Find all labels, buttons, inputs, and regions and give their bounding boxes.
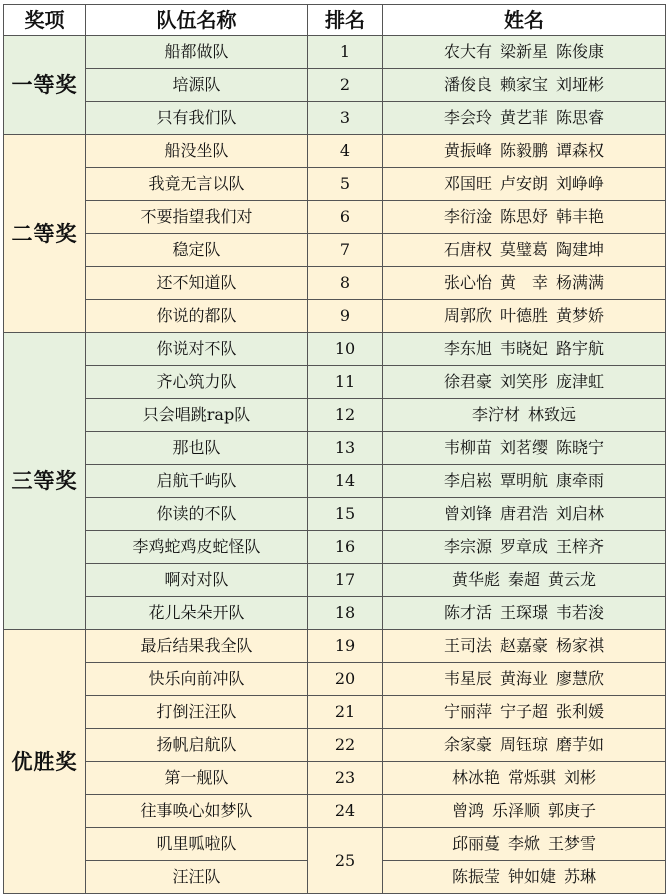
award-level: 优胜奖 — [4, 630, 86, 894]
rank-cell: 11 — [308, 366, 383, 399]
member-name: 刘垭彬 — [556, 75, 605, 94]
member-name: 韦若浚 — [556, 603, 605, 622]
team-name: 汪汪队 — [86, 861, 308, 894]
rank-cell: 1 — [308, 36, 383, 69]
member-name: 赖家宝 — [499, 75, 548, 94]
member-name: 莫璧葛 — [499, 240, 548, 259]
rank-cell: 8 — [308, 267, 383, 300]
rank-cell: 3 — [308, 102, 383, 135]
table-row — [4, 168, 666, 201]
table-row — [4, 465, 666, 498]
member-name: 苏琳 — [564, 867, 597, 886]
member-name: 李衍淦 — [443, 207, 492, 226]
team-name: 只会唱跳rap队 — [86, 399, 308, 432]
table-row — [4, 432, 666, 465]
member-names — [383, 69, 666, 102]
member-name: 黄海业 — [499, 669, 548, 688]
member-names — [383, 234, 666, 267]
rank-cell: 23 — [308, 762, 383, 795]
team-name: 第一舰队 — [86, 762, 308, 795]
member-name: 康牵雨 — [556, 471, 605, 490]
member-name: 曾刘锋 — [443, 504, 492, 523]
team-name: 你说对不队 — [86, 333, 308, 366]
member-names — [383, 267, 666, 300]
member-names — [383, 531, 666, 564]
member-name: 刘峥峥 — [556, 174, 605, 193]
team-name: 我竟无言以队 — [86, 168, 308, 201]
member-name: 李会玲 — [443, 108, 492, 127]
team-name: 叽里呱啦队 — [86, 828, 308, 861]
rank-cell: 18 — [308, 597, 383, 630]
member-name: 黄云龙 — [548, 570, 597, 589]
team-name: 齐心筑力队 — [86, 366, 308, 399]
rank-cell: 9 — [308, 300, 383, 333]
header-rank: 排名 — [308, 5, 383, 36]
member-name: 刘启林 — [556, 504, 605, 523]
member-name: 陈思妤 — [499, 207, 548, 226]
rank-cell: 13 — [308, 432, 383, 465]
team-name: 稳定队 — [86, 234, 308, 267]
table-row — [4, 696, 666, 729]
member-name: 刘茗缨 — [499, 438, 548, 457]
table-row — [4, 630, 666, 663]
member-name: 王梦雪 — [548, 834, 597, 853]
member-names — [383, 102, 666, 135]
member-names — [383, 498, 666, 531]
member-name: 潘俊良 — [443, 75, 492, 94]
member-name: 李启崧 — [443, 471, 492, 490]
member-names — [383, 36, 666, 69]
member-name: 陈思睿 — [556, 108, 605, 127]
member-name: 黄梦娇 — [556, 306, 605, 325]
table-row — [4, 597, 666, 630]
table-row — [4, 399, 666, 432]
member-names — [383, 135, 666, 168]
header-team: 队伍名称 — [86, 5, 308, 36]
member-names — [383, 762, 666, 795]
rank-cell: 4 — [308, 135, 383, 168]
member-names — [383, 300, 666, 333]
member-name: 常烁骐 — [507, 768, 556, 787]
table-row — [4, 201, 666, 234]
member-name: 覃明航 — [499, 471, 548, 490]
member-name: 王琛璟 — [499, 603, 548, 622]
team-name: 那也队 — [86, 432, 308, 465]
team-name: 只有我们队 — [86, 102, 308, 135]
member-name: 王梓齐 — [556, 537, 605, 556]
rank-cell: 5 — [308, 168, 383, 201]
member-name: 宁丽萍 — [443, 702, 492, 721]
table-row — [4, 135, 666, 168]
member-name: 陈才活 — [443, 603, 492, 622]
rank-cell: 7 — [308, 234, 383, 267]
member-name: 庞津虹 — [556, 372, 605, 391]
table-row — [4, 69, 666, 102]
rank-cell: 12 — [308, 399, 383, 432]
table-row — [4, 663, 666, 696]
member-name: 杨家祺 — [556, 636, 605, 655]
member-name: 杨满满 — [556, 273, 605, 292]
award-level: 一等奖 — [4, 36, 86, 135]
team-name: 不要指望我们对 — [86, 201, 308, 234]
member-name: 李东旭 — [443, 339, 492, 358]
table-row — [4, 234, 666, 267]
member-name: 秦超 — [507, 570, 540, 589]
member-name: 黄振峰 — [443, 141, 492, 160]
team-name: 你读的不队 — [86, 498, 308, 531]
table-row — [4, 300, 666, 333]
team-name: 往事唤心如梦队 — [86, 795, 308, 828]
member-name: 卢安朗 — [499, 174, 548, 193]
member-name: 邓国旺 — [443, 174, 492, 193]
member-names — [383, 861, 666, 894]
table-row — [4, 564, 666, 597]
member-name: 周钰琼 — [499, 735, 548, 754]
rank-cell: 10 — [308, 333, 383, 366]
team-name: 花儿朵朵开队 — [86, 597, 308, 630]
member-names — [383, 168, 666, 201]
member-name: 曾鸿 — [451, 801, 484, 820]
member-name: 刘彬 — [564, 768, 597, 787]
rank-cell: 24 — [308, 795, 383, 828]
member-names — [383, 564, 666, 597]
table-row — [4, 762, 666, 795]
member-names — [383, 399, 666, 432]
rank-cell: 20 — [308, 663, 383, 696]
table-row — [4, 828, 666, 861]
header-row — [4, 5, 666, 36]
member-name: 农大有 — [443, 42, 492, 61]
member-name: 黄 幸 — [499, 273, 548, 292]
member-names — [383, 630, 666, 663]
member-name: 赵嘉豪 — [499, 636, 548, 655]
team-name: 还不知道队 — [86, 267, 308, 300]
member-name: 韩丰艳 — [556, 207, 605, 226]
member-names — [383, 663, 666, 696]
member-name: 乐泽顺 — [491, 801, 540, 820]
rank-cell: 15 — [308, 498, 383, 531]
team-name: 船都做队 — [86, 36, 308, 69]
member-names — [383, 729, 666, 762]
member-name: 叶德胜 — [499, 306, 548, 325]
awards-table — [3, 4, 666, 894]
member-name: 李焮 — [507, 834, 540, 853]
member-names — [383, 696, 666, 729]
table-row — [4, 267, 666, 300]
member-names — [383, 828, 666, 861]
member-name: 邱丽蔓 — [451, 834, 500, 853]
member-name: 黄艺菲 — [499, 108, 548, 127]
member-name: 钟如婕 — [507, 867, 556, 886]
member-names — [383, 333, 666, 366]
member-name: 刘笑彤 — [499, 372, 548, 391]
member-name: 陈振莹 — [451, 867, 500, 886]
table-row — [4, 531, 666, 564]
rank-cell: 14 — [308, 465, 383, 498]
member-name: 陶建坤 — [556, 240, 605, 259]
member-name: 韦柳苗 — [443, 438, 492, 457]
team-name: 快乐向前冲队 — [86, 663, 308, 696]
table-row — [4, 36, 666, 69]
member-names — [383, 597, 666, 630]
team-name: 培源队 — [86, 69, 308, 102]
member-name: 陈俊康 — [556, 42, 605, 61]
member-name: 张利媛 — [556, 702, 605, 721]
rank-cell: 25 — [308, 828, 383, 894]
member-name: 徐君豪 — [443, 372, 492, 391]
member-name: 黄华彪 — [451, 570, 500, 589]
member-name: 郭庚子 — [548, 801, 597, 820]
member-name: 林冰艳 — [451, 768, 500, 787]
table-row — [4, 366, 666, 399]
award-level: 三等奖 — [4, 333, 86, 630]
rank-cell: 16 — [308, 531, 383, 564]
team-name: 啊对对队 — [86, 564, 308, 597]
team-name: 扬帆启航队 — [86, 729, 308, 762]
table-row — [4, 795, 666, 828]
rank-cell: 2 — [308, 69, 383, 102]
member-name: 余家豪 — [443, 735, 492, 754]
member-name: 谭森权 — [556, 141, 605, 160]
rank-cell: 6 — [308, 201, 383, 234]
member-name: 陈晓宁 — [556, 438, 605, 457]
member-name: 宁子超 — [499, 702, 548, 721]
member-name: 唐君浩 — [499, 504, 548, 523]
rank-cell: 19 — [308, 630, 383, 663]
team-name: 启航千屿队 — [86, 465, 308, 498]
member-name: 石唐权 — [443, 240, 492, 259]
table-row — [4, 729, 666, 762]
member-names — [383, 366, 666, 399]
member-name: 路宇航 — [556, 339, 605, 358]
team-name: 打倒汪汪队 — [86, 696, 308, 729]
member-name: 磨芋如 — [556, 735, 605, 754]
member-name: 韦星辰 — [443, 669, 492, 688]
rank-cell: 17 — [308, 564, 383, 597]
table-row — [4, 498, 666, 531]
member-name: 廖慧欣 — [556, 669, 605, 688]
team-name: 你说的都队 — [86, 300, 308, 333]
rank-cell: 22 — [308, 729, 383, 762]
table-row — [4, 102, 666, 135]
member-name: 韦晓妃 — [499, 339, 548, 358]
member-names — [383, 795, 666, 828]
header-names: 姓名 — [383, 5, 666, 36]
team-name: 船没坐队 — [86, 135, 308, 168]
member-name: 罗章成 — [499, 537, 548, 556]
member-names — [383, 201, 666, 234]
table-row — [4, 333, 666, 366]
award-level: 二等奖 — [4, 135, 86, 333]
rank-cell: 21 — [308, 696, 383, 729]
member-name: 王司法 — [443, 636, 492, 655]
member-name: 李宗源 — [443, 537, 492, 556]
header-award: 奖项 — [4, 5, 86, 36]
member-name: 周郭欣 — [443, 306, 492, 325]
member-name: 林致远 — [528, 405, 577, 424]
table-body — [4, 36, 666, 894]
member-name: 张心怡 — [443, 273, 492, 292]
member-name: 陈毅鹏 — [499, 141, 548, 160]
team-name: 最后结果我全队 — [86, 630, 308, 663]
team-name: 李鸡蛇鸡皮蛇怪队 — [86, 531, 308, 564]
member-name: 梁新星 — [499, 42, 548, 61]
member-names — [383, 465, 666, 498]
member-name: 李泞材 — [471, 405, 520, 424]
member-names — [383, 432, 666, 465]
